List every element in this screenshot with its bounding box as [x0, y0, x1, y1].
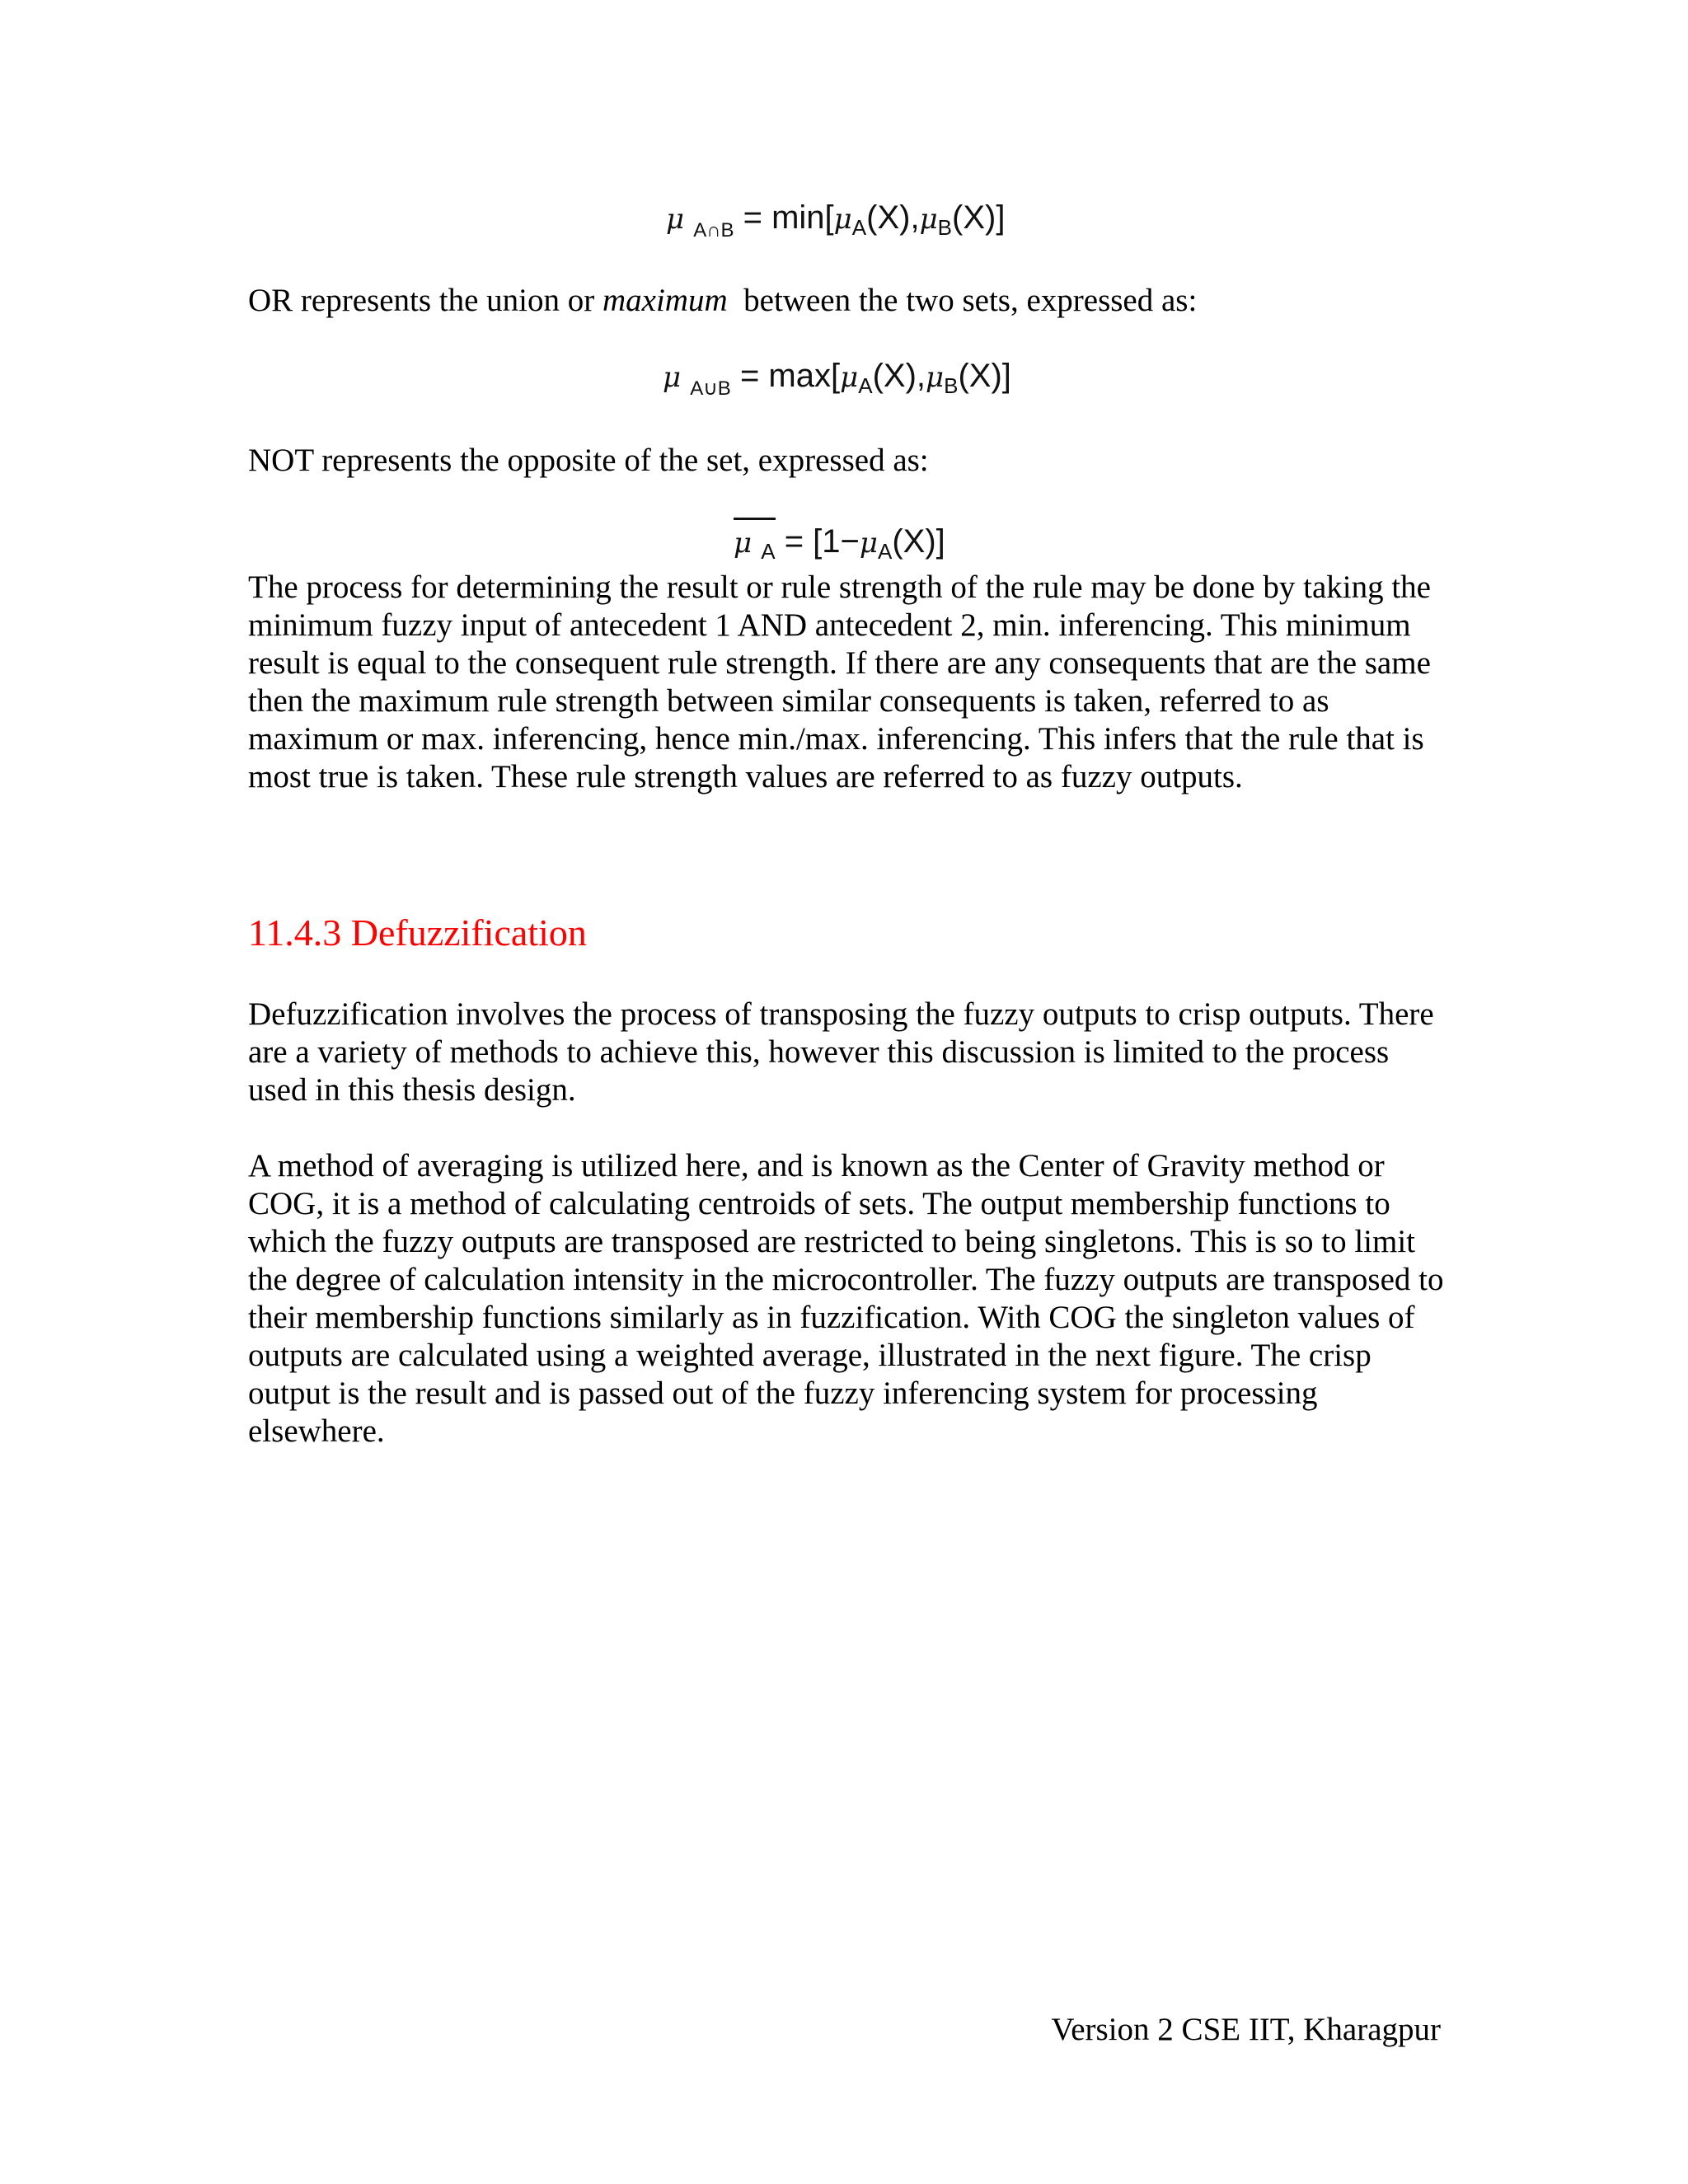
argument-x: (X)]	[958, 358, 1011, 394]
subscript-a: A	[878, 539, 893, 564]
subscript-b: B	[944, 373, 959, 398]
min-function: = min[	[743, 199, 834, 236]
subscript-a: A	[761, 539, 776, 564]
defuzzification-paragraph-1: Defuzzification involves the process of transposing the fuzzy outputs to crisp outputs. There are a variety of methods to achieve this, however this discussion is limited to the process used in this thesis design.	[248, 996, 1434, 1108]
mu-symbol: μ	[926, 361, 945, 394]
or-intro-text: OR represents the union or	[248, 283, 603, 318]
defuzzification-paragraph-2: A method of averaging is utilized here, and is known as the Center of Gravity method or COG, it is a method of calculating centroids of sets. The output membership functions to which the fuzzy outputs are transposed are restricted to being singletons. This is so to limit the degree of calculation intensity in the microcontroller. The fuzzy outputs are transposed to their membership functions similarly as in fuzzification. With COG the singleton values of outputs are calculated using a weighted average, illustrated in the next figure. The crisp output is the result and is passed out of the fuzzy inferencing system for processing elsewhere.	[248, 1148, 1444, 1449]
formula-or-union	[663, 356, 1011, 401]
one-minus: = [1−	[784, 523, 860, 560]
mu-symbol: μ	[666, 203, 685, 236]
mu-symbol: μ	[859, 527, 879, 560]
argument-x: (X)]	[952, 199, 1006, 236]
or-intro-line	[248, 282, 1451, 320]
mu-symbol: μ	[840, 361, 859, 394]
mu-symbol: μ	[734, 527, 753, 560]
mu-symbol: μ	[833, 203, 852, 236]
or-intro-text-end: between the two sets, expressed as:	[727, 283, 1198, 318]
subscript-union: A∪B	[690, 377, 731, 400]
subscript-a: A	[851, 215, 867, 240]
mu-symbol: μ	[663, 361, 682, 394]
or-intro-emphasis: maximum	[603, 283, 728, 318]
mu-symbol: μ	[919, 203, 938, 236]
subscript-a: A	[858, 373, 873, 398]
subscript-intersection: A∩B	[693, 219, 734, 241]
section-heading: 11.4.3 Defuzzification	[248, 912, 587, 954]
not-intro-line: NOT represents the opposite of the set, expressed as:	[248, 443, 929, 478]
subscript-b: B	[937, 215, 953, 240]
formula-not-complement	[734, 518, 945, 565]
max-function: = max[	[739, 358, 841, 394]
page-footer: Version 2 CSE IIT, Kharagpur	[1051, 2012, 1441, 2047]
formula-and-intersection	[666, 198, 1005, 242]
argument-x: (X)]	[892, 523, 945, 560]
complement-overline	[734, 518, 776, 565]
rule-strength-paragraph: The process for determining the result or rule strength of the rule may be done by taking the minimum fuzzy input of antecedent 1 AND antecedent 2, min. inferencing. This minimum result is equal to the consequent rule strength. If there are any consequents that are the same then the maximum rule strength between similar consequents is taken, referred to as maximum or max. inferencing, hence min./max. inferencing. This infers that the rule that is most true is taken. These rule strength values are referred to as fuzzy outputs.	[248, 569, 1431, 794]
argument-x: (X),	[872, 358, 926, 394]
argument-x: (X),	[866, 199, 920, 236]
